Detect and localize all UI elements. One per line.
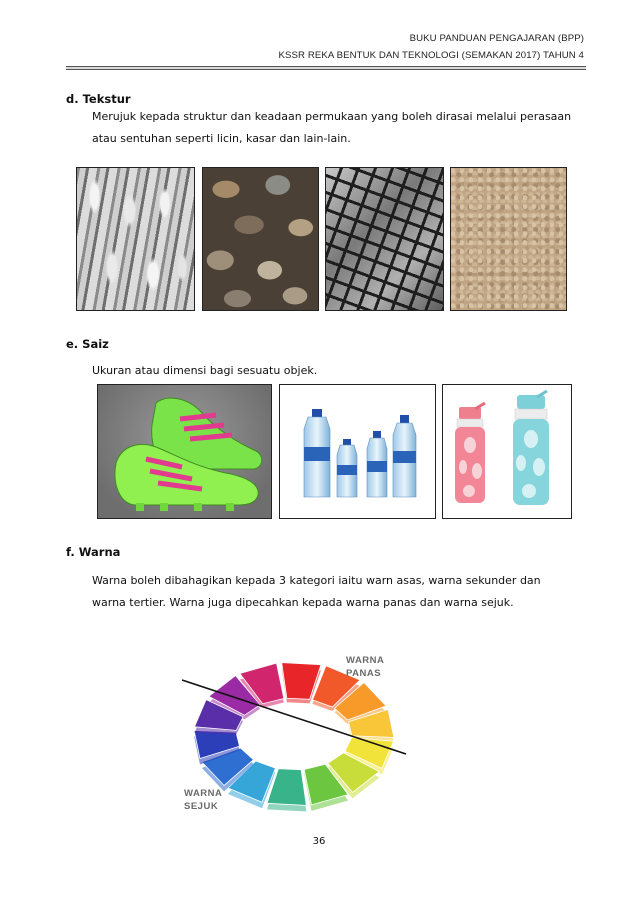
texture-cobblestone-image xyxy=(325,167,444,311)
header-line-1: BUKU PANDUAN PENGAJARAN (BPP) xyxy=(409,33,584,44)
water-bottles-image xyxy=(279,384,436,519)
glass-bottles-image xyxy=(442,384,572,519)
football-boot-image xyxy=(97,384,272,519)
color-wheel-figure xyxy=(176,646,412,820)
warna-paragraph xyxy=(92,570,592,614)
saiz-paragraph: Ukuran atau dimensi bagi sesuatu objek. xyxy=(92,364,318,377)
color-wheel-segments xyxy=(194,663,394,812)
texture-rock-image xyxy=(76,167,195,311)
label-warna-panas-2: PANAS xyxy=(346,668,382,679)
tekstur-paragraph xyxy=(92,106,592,150)
header-rule xyxy=(66,66,586,70)
header-line-2: KSSR REKA BENTUK DAN TEKNOLOGI (SEMAKAN 2017) TAHUN 4 xyxy=(278,50,584,61)
document-header xyxy=(279,30,584,64)
bottle-small xyxy=(337,439,357,497)
pink-bottle xyxy=(455,403,485,503)
section-title-warna: f. Warna xyxy=(66,545,121,559)
warna-line-2: warna tertier. Warna juga dipecahkan kepada warna panas dan warna sejuk. xyxy=(92,596,514,609)
warna-line-1: Warna boleh dibahagikan kepada 3 kategori iaitu warn asas, warna sekunder dan xyxy=(92,574,541,587)
bottle-large-2 xyxy=(393,415,416,497)
label-warna-sejuk-1: WARNA xyxy=(184,788,223,799)
blue-bottle xyxy=(513,391,549,505)
tekstur-line-1: Merujuk kepada struktur dan keadaan permukaan yang boleh dirasai melalui perasaan xyxy=(92,110,572,123)
label-warna-panas-1: WARNA xyxy=(346,655,385,666)
label-warna-sejuk-2: SEJUK xyxy=(184,801,219,812)
bottle-large-1 xyxy=(304,409,330,497)
tekstur-line-2: atau sentuhan seperti licin, kasar dan lain-lain. xyxy=(92,132,351,145)
page-number: 36 xyxy=(312,836,326,847)
section-title-tekstur: d. Tekstur xyxy=(66,92,131,106)
color-wheel xyxy=(176,646,412,820)
section-title-saiz: e. Saiz xyxy=(66,337,109,351)
bottle-medium xyxy=(367,431,387,497)
texture-stucco-image xyxy=(450,167,567,311)
texture-stone-wall-image xyxy=(202,167,319,311)
